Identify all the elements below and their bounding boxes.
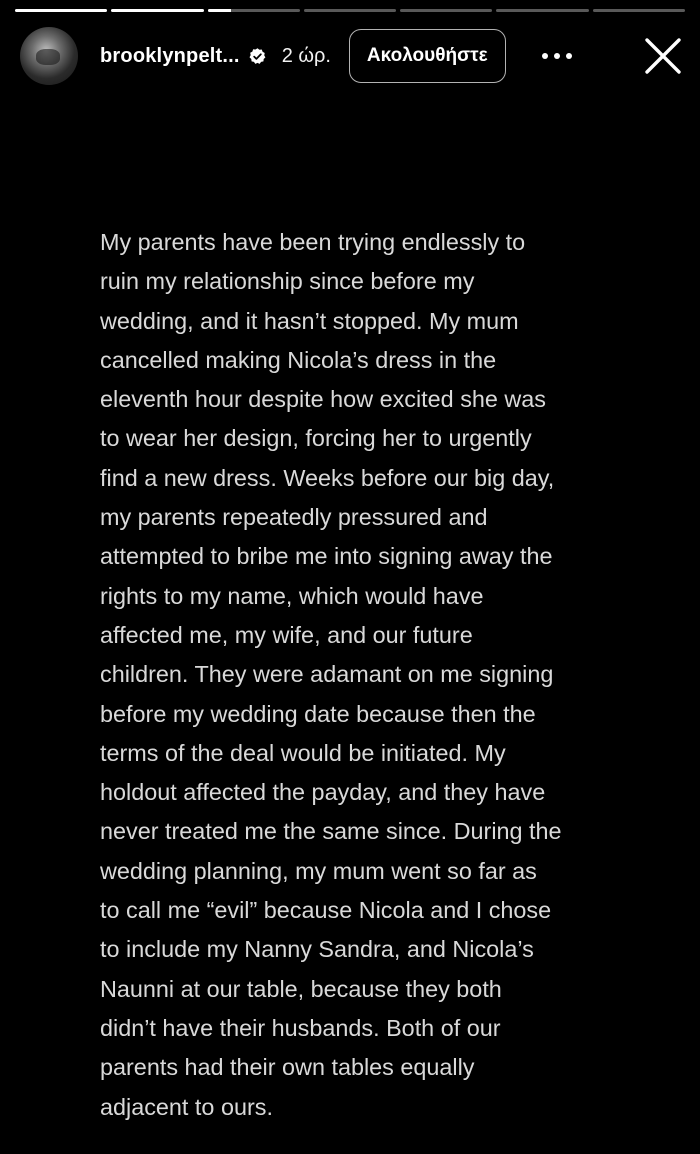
progress-segment	[496, 9, 588, 12]
progress-segment	[593, 9, 685, 12]
close-icon[interactable]	[644, 37, 682, 75]
verified-badge-icon	[248, 47, 267, 66]
story-text-line: holdout affected the payday, and they have	[100, 779, 546, 806]
story-text-line: before my wedding date because then the	[100, 700, 536, 727]
avatar[interactable]	[20, 27, 78, 85]
progress-segment	[111, 9, 203, 12]
story-text-line: never treated me the same since. During the	[100, 818, 562, 845]
story-text-line: to include my Nanny Sandra, and Nicola’s	[100, 936, 534, 963]
story-text-line: attempted to bribe me into signing away the	[100, 543, 553, 570]
post-time: 2 ώρ.	[281, 44, 331, 67]
story-text-line: children. They were adamant on me signing	[100, 661, 554, 688]
username[interactable]: brooklynpelt...	[100, 44, 240, 67]
progress-segment	[400, 9, 492, 12]
story-text-line: wedding, and it hasn’t stopped. My mum	[100, 307, 519, 334]
story-header	[20, 27, 682, 85]
story-text-line: find a new dress. Weeks before our big day,	[100, 464, 555, 491]
story-text-line: adjacent to ours.	[100, 1093, 273, 1120]
story-text-line: cancelled making Nicola’s dress in the	[100, 346, 497, 373]
story-text	[100, 223, 620, 1127]
story-text-line: to call me “evil” because Nicola and I chose	[100, 897, 552, 924]
follow-button[interactable]: Ακολουθήστε	[349, 29, 506, 83]
story-text-line: parents had their own tables equally	[100, 1054, 475, 1081]
progress-segment	[304, 9, 396, 12]
story-text-line: to wear her design, forcing her to urgently	[100, 425, 532, 452]
story-text-line: rights to my name, which would have	[100, 582, 484, 609]
story-text-line: eleventh hour despite how excited she was	[100, 386, 546, 413]
progress-segment	[208, 9, 300, 12]
story-text-line: Naunni at our table, because they both	[100, 975, 502, 1002]
story-text-line: wedding planning, my mum went so far as	[100, 857, 537, 884]
story-text-line: terms of the deal would be initiated. My	[100, 739, 506, 766]
more-icon[interactable]	[542, 52, 572, 60]
story-text-line: didn’t have their husbands. Both of our	[100, 1014, 501, 1041]
story-text-line: affected me, my wife, and our future	[100, 621, 473, 648]
story-progress-bar	[15, 9, 685, 12]
progress-segment	[15, 9, 107, 12]
story-text-line: ruin my relationship since before my	[100, 268, 475, 295]
story-text-line: My parents have been trying endlessly to	[100, 229, 526, 255]
story-text-line: my parents repeatedly pressured and	[100, 504, 488, 531]
